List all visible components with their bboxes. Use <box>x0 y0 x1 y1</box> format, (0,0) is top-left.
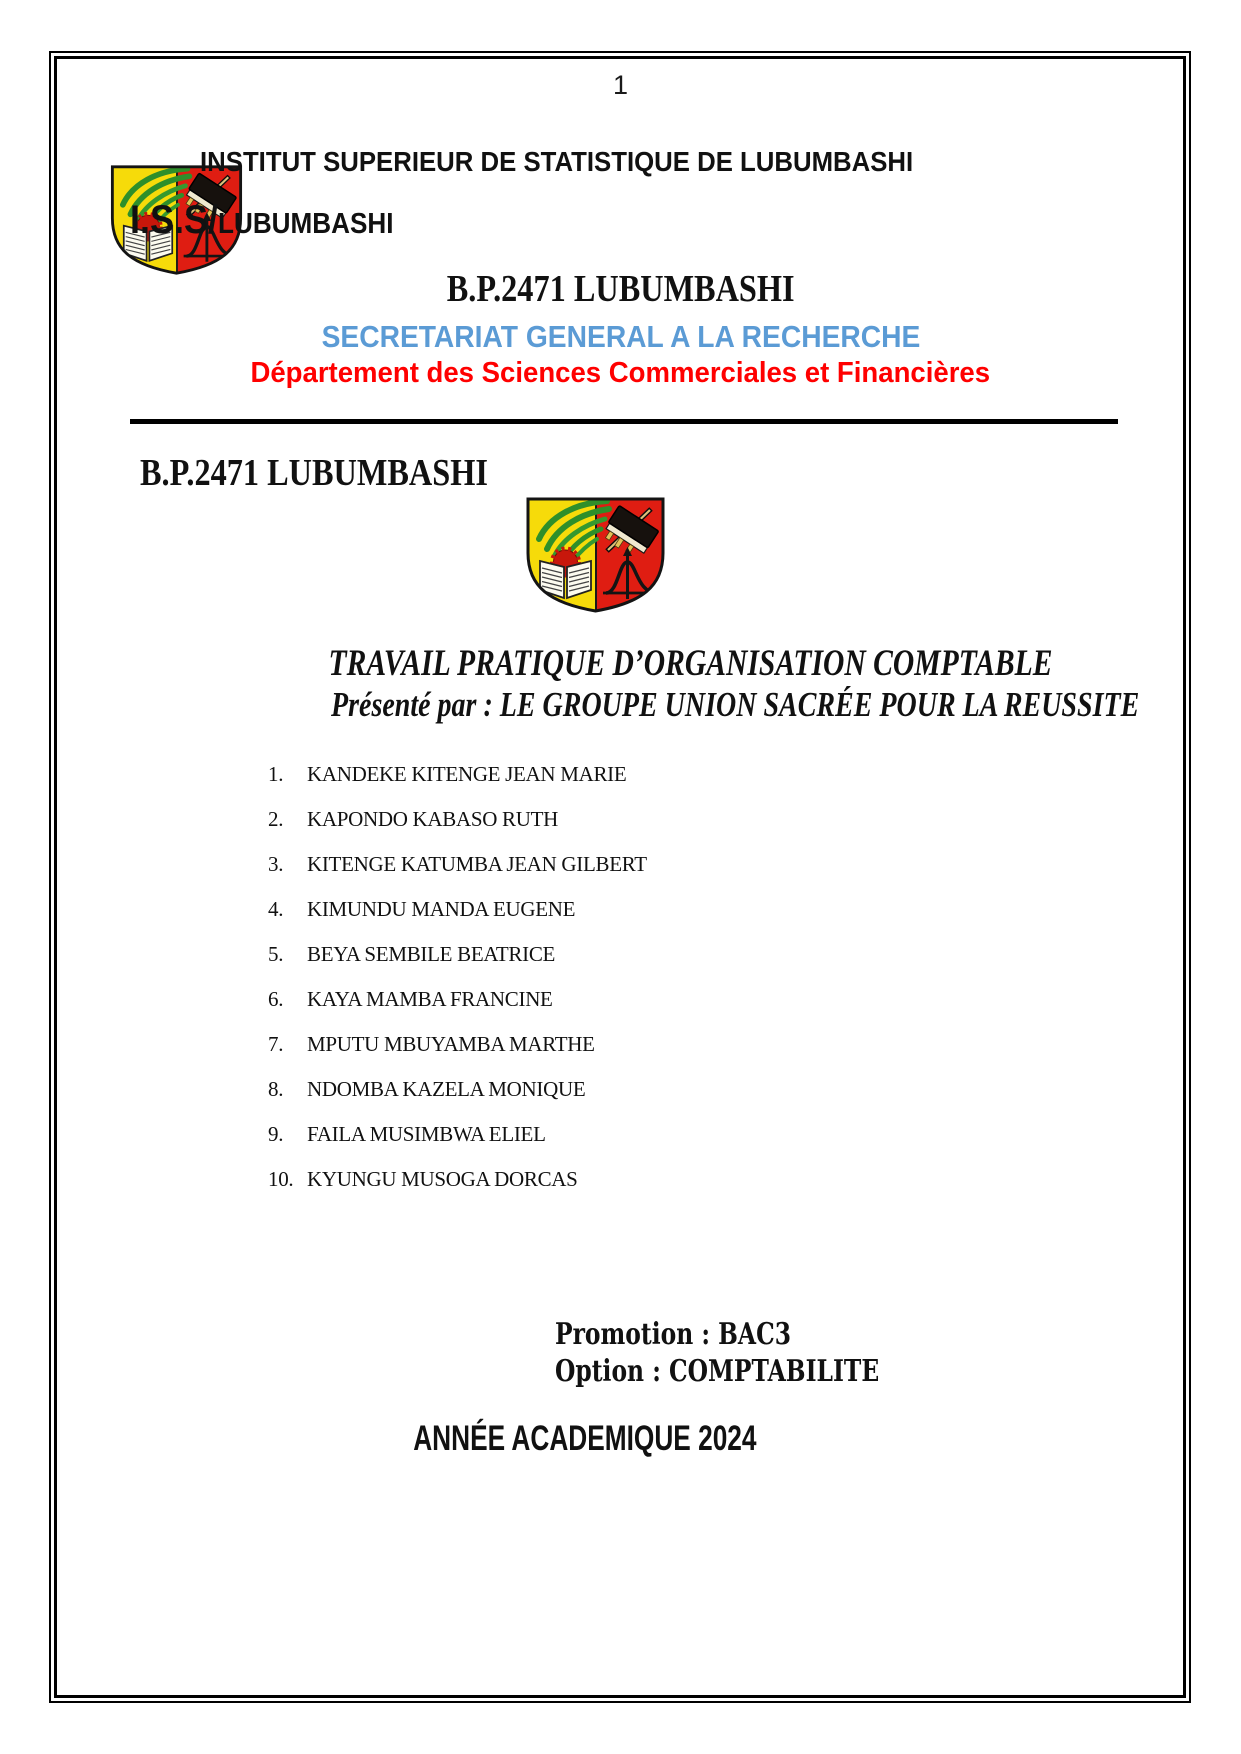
iss-acronym-heading <box>130 200 423 240</box>
member-name: KIMUNDU MANDA EUGENE <box>307 897 576 921</box>
member-number: 7. <box>268 1032 284 1056</box>
academic-year-line: ANNÉE ACADEMIQUE 2024 <box>413 1419 757 1458</box>
member-number: 3. <box>268 852 284 876</box>
member-number: 5. <box>268 942 284 966</box>
promotion-option-block <box>555 1316 971 1390</box>
member-name: KYUNGU MUSOGA DORCAS <box>307 1167 578 1191</box>
member-number: 6. <box>268 987 284 1011</box>
member-number: 2. <box>268 807 284 831</box>
member-name: NDOMBA KAZELA MONIQUE <box>307 1077 586 1101</box>
member-row <box>268 1067 647 1112</box>
iss-crest-logo-middle <box>523 495 668 615</box>
work-title: TRAVAIL PRATIQUE D’ORGANISATION COMPTABLE <box>328 643 1052 684</box>
secretariat-heading: SECRETARIAT GENERAL A LA RECHERCHE <box>321 319 920 354</box>
acronym-rest-text: LUBUMBASHI <box>218 208 394 240</box>
member-number: 8. <box>268 1077 284 1101</box>
member-row <box>268 842 647 887</box>
member-row <box>268 887 647 932</box>
title-block <box>230 644 1150 724</box>
bp-address-left: B.P.2471 LUBUMBASHI <box>140 452 488 494</box>
member-row <box>268 932 647 977</box>
institute-name-text: INSTITUT SUPERIEUR DE STATISTIQUE DE LUBUMBASHI <box>200 146 914 177</box>
member-row <box>268 977 647 1022</box>
member-name: FAILA MUSIMBWA ELIEL <box>307 1122 546 1146</box>
institute-name-heading <box>200 148 975 176</box>
member-name: KANDEKE KITENGE JEAN MARIE <box>307 762 627 786</box>
member-number: 10. <box>268 1167 294 1191</box>
member-number: 9. <box>268 1122 284 1146</box>
department-heading: Département des Sciences Commerciales et Financières <box>250 357 991 389</box>
member-name: KAYA MAMBA FRANCINE <box>307 987 553 1011</box>
promotion-line: Promotion : BAC3 <box>555 1317 791 1352</box>
member-name: KAPONDO KABASO RUTH <box>307 807 558 831</box>
presented-by-line: Présenté par : LE GROUPE UNION SACRÉE POUR LA REUSSITE <box>331 684 1140 724</box>
member-row <box>268 1112 647 1157</box>
member-row <box>268 1022 647 1067</box>
member-number: 1. <box>268 762 284 786</box>
acronym-large-text: I.S.S/ <box>130 198 219 242</box>
page-number: 1 <box>612 70 629 100</box>
header-divider-rule <box>130 419 1118 424</box>
member-name: BEYA SEMBILE BEATRICE <box>307 942 556 966</box>
member-row <box>268 1157 647 1202</box>
member-number: 4. <box>268 897 284 921</box>
member-row <box>268 752 647 797</box>
bp-address-centered: B.P.2471 LUBUMBASHI <box>446 268 795 310</box>
member-name: KITENGE KATUMBA JEAN GILBERT <box>307 852 647 876</box>
option-line: Option : COMPTABILITE <box>555 1354 880 1389</box>
member-row <box>268 797 647 842</box>
members-list <box>268 752 647 1202</box>
member-name: MPUTU MBUYAMBA MARTHE <box>307 1032 595 1056</box>
